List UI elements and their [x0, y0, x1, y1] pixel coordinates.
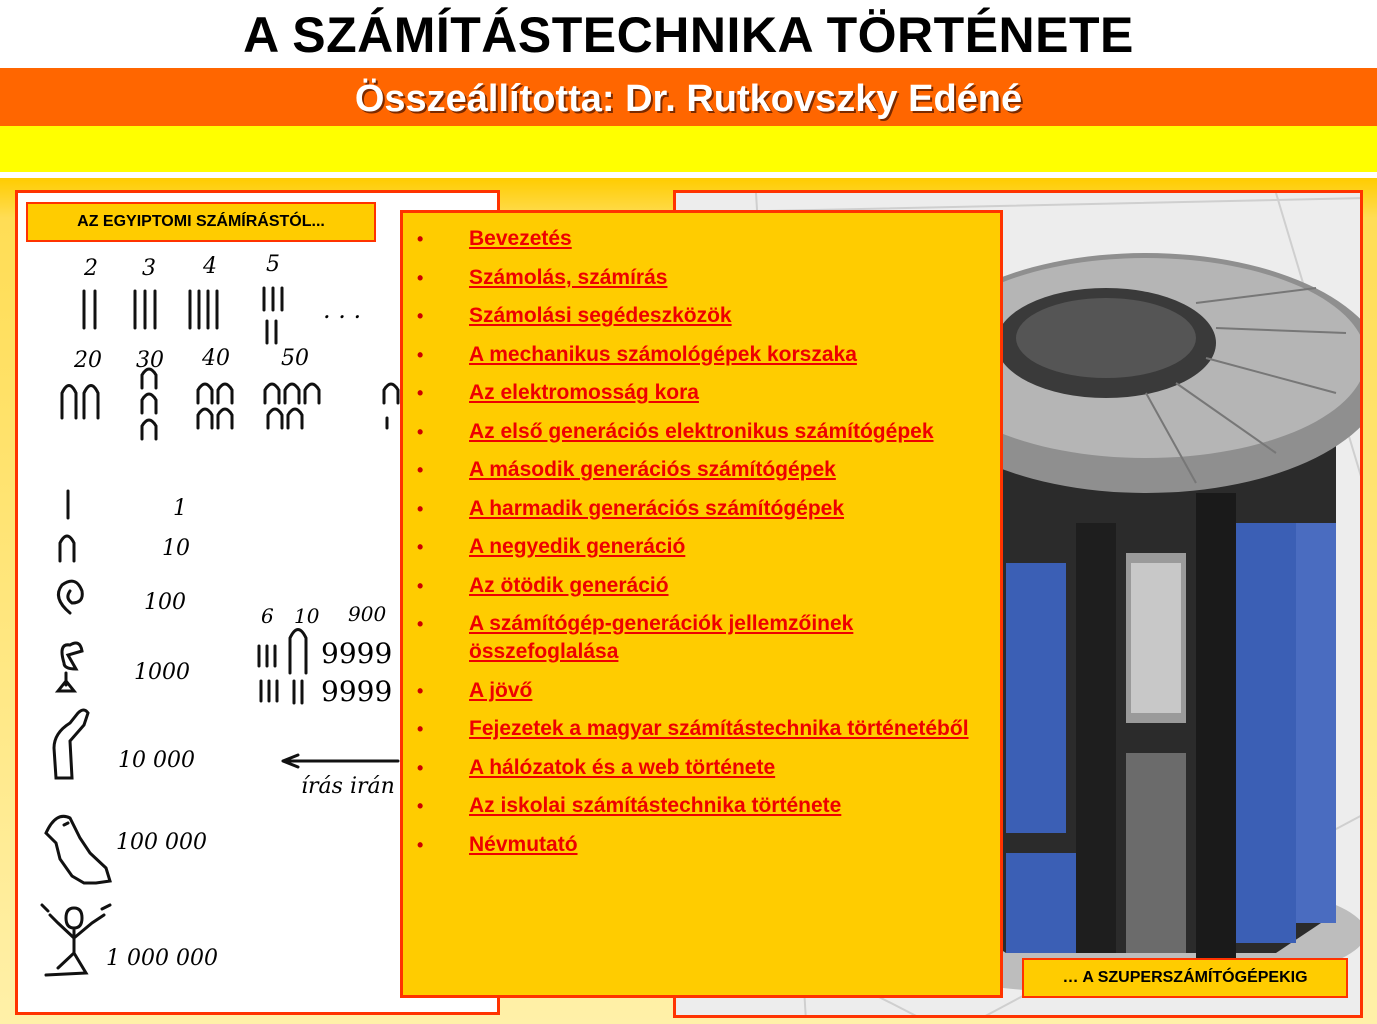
chapter-link-segedeszkozok[interactable]: Számolási segédeszközök: [469, 304, 732, 327]
value-1000000: 1 000 000: [106, 946, 218, 971]
example-label-6: 6: [261, 604, 274, 628]
chapter-link-szamolas[interactable]: Számolás, számírás: [469, 265, 668, 289]
bullet-icon: •: [417, 719, 424, 739]
chapter-link-osszefoglalas[interactable]: A számítógép-generációk jellemzőinek összefoglalása: [469, 612, 854, 663]
chapter-link-jovo[interactable]: A jövő: [469, 678, 533, 702]
menu-item: [403, 495, 1000, 523]
menu-item: [403, 341, 1000, 369]
numeral-label-5: 5: [266, 252, 280, 277]
supercomputer-caption: … A SZUPERSZÁMÍTÓGÉPEKIG: [1022, 958, 1348, 998]
menu-item: [403, 754, 1000, 782]
author-subtitle: Összeállította: Dr. Rutkovszky Edéné: [354, 78, 1023, 120]
chapter-link-elektromossag[interactable]: Az elektromosság kora: [469, 381, 699, 404]
example-label-10: 10: [294, 604, 320, 628]
menu-item: [403, 572, 1000, 600]
chapter-link-elso-generacio[interactable]: Az első generációs elektronikus számítógépek: [469, 419, 934, 443]
value-1: 1: [173, 496, 187, 521]
bullet-icon: •: [417, 306, 424, 326]
value-10000: 10 000: [118, 748, 195, 773]
example-nines-2: 9999: [321, 675, 393, 708]
value-100000: 100 000: [116, 830, 207, 855]
bullet-icon: •: [417, 614, 424, 634]
tens-label-40: 40: [202, 346, 230, 371]
bullet-icon: •: [417, 537, 424, 557]
bullet-icon: •: [417, 344, 424, 365]
bullet-icon: •: [417, 267, 424, 288]
numeral-label-3: 3: [142, 256, 156, 281]
direction-text: írás irán: [301, 774, 395, 799]
menu-item: [403, 610, 1000, 666]
chapter-link-negyedik-generacio[interactable]: A negyedik generáció: [469, 535, 686, 558]
table-of-contents: [400, 210, 1003, 998]
chapter-link-bevezetes[interactable]: Bevezetés: [469, 227, 572, 250]
menu-item: [403, 264, 1000, 292]
chapter-link-magyar[interactable]: Fejezetek a magyar számítástechnika történetéből: [469, 717, 969, 740]
menu-item: [403, 533, 1000, 561]
chapter-link-mechanikus[interactable]: A mechanikus számológépek korszaka: [469, 342, 857, 366]
chapter-link-halozatok[interactable]: A hálózatok és a web története: [469, 755, 776, 779]
chapter-link-iskolai[interactable]: Az iskolai számítástechnika története: [469, 794, 842, 817]
bullet-icon: •: [417, 796, 424, 816]
bullet-icon: •: [417, 229, 424, 249]
menu-item: [403, 831, 1000, 859]
bullet-icon: •: [417, 680, 424, 701]
tens-label-30: 30: [136, 348, 164, 373]
page-title: A SZÁMÍTÁSTECHNIKA TÖRTÉNETE: [243, 7, 1134, 63]
example-label-900: 900: [348, 602, 387, 626]
menu-item: [403, 715, 1000, 743]
menu-item: [403, 418, 1000, 446]
numeral-label-2: 2: [84, 256, 98, 281]
value-10: 10: [162, 536, 190, 561]
bullet-icon: •: [417, 834, 424, 855]
tens-label-20: 20: [74, 348, 102, 373]
chapter-link-nevmutato[interactable]: Névmutató: [469, 832, 578, 856]
numeral-label-4: 4: [203, 254, 217, 279]
yellow-band: [0, 126, 1377, 172]
egyptian-caption: AZ EGYIPTOMI SZÁMÍRÁSTÓL...: [26, 202, 376, 242]
value-100: 100: [144, 590, 186, 615]
bullet-icon: •: [417, 498, 424, 519]
menu-item: [403, 792, 1000, 820]
chapter-link-masodik-generacio[interactable]: A második generációs számítógépek: [469, 458, 836, 481]
value-1000: 1000: [134, 660, 190, 685]
bullet-icon: •: [417, 757, 424, 778]
bullet-icon: •: [417, 383, 424, 403]
chapter-list: [403, 225, 1000, 869]
bullet-icon: •: [417, 575, 424, 596]
menu-item: [403, 225, 1000, 253]
menu-item: [403, 302, 1000, 330]
chapter-link-harmadik-generacio[interactable]: A harmadik generációs számítógépek: [469, 496, 845, 520]
tens-label-50: 50: [281, 346, 309, 371]
menu-item: [403, 677, 1000, 705]
bullet-icon: •: [417, 421, 424, 442]
bullet-icon: •: [417, 460, 424, 480]
menu-item: [403, 456, 1000, 484]
dots: . . .: [323, 296, 362, 324]
menu-item: [403, 379, 1000, 407]
example-nines-1: 9999: [321, 637, 393, 670]
chapter-link-otodik-generacio[interactable]: Az ötödik generáció: [469, 573, 669, 597]
